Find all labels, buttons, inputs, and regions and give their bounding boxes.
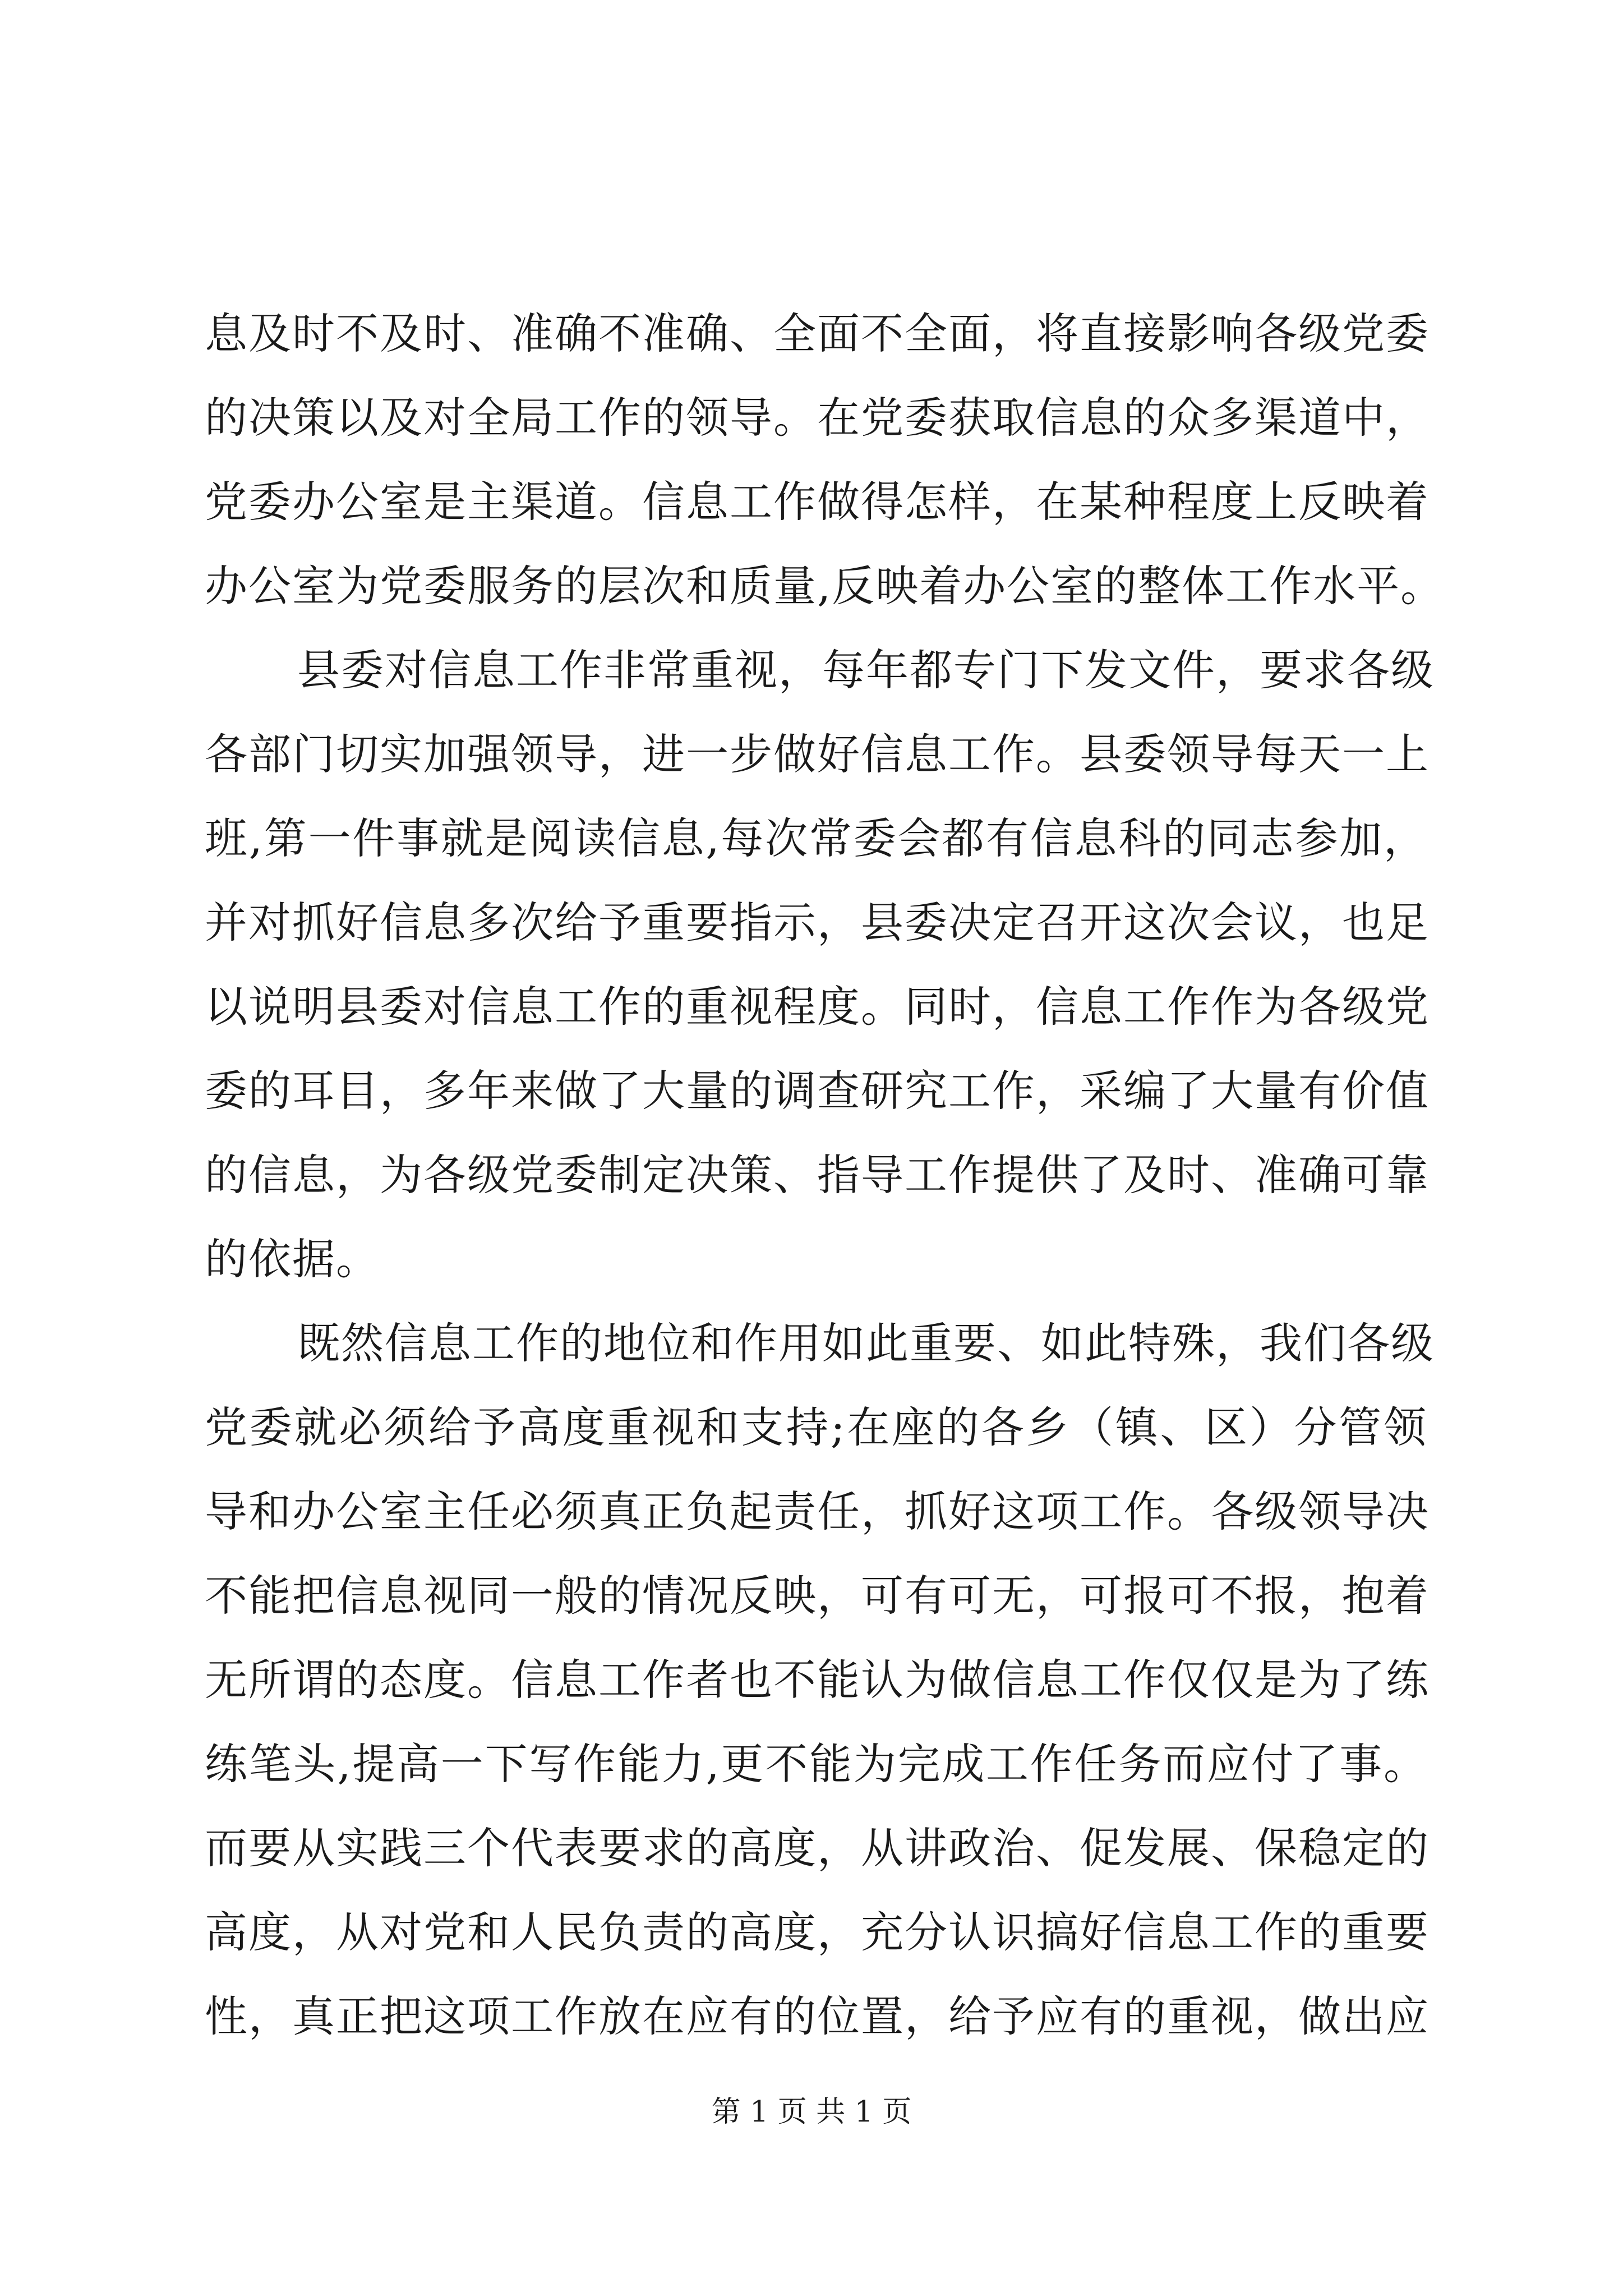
text-line: 的决策以及对全局工作的领导。在党委获取信息的众多渠道中， — [205, 393, 1430, 443]
text-line: 性，真正把这项工作放在应有的位置，给予应有的重视，做出应 — [205, 1991, 1430, 2041]
text-line: 不能把信息视同一般的情况反映，可有可无，可报可不报，抱着 — [205, 1571, 1430, 1621]
text-line: 高度，从对党和人民负责的高度，充分认识搞好信息工作的重要 — [205, 1907, 1430, 1957]
text-line: 以说明县委对信息工作的重视程度。同时，信息工作作为各级党 — [205, 982, 1430, 1032]
text-line: 委的耳目，多年来做了大量的调查研究工作，采编了大量有价值 — [205, 1066, 1430, 1116]
text-line: 练笔头,提高一下写作能力,更不能为完成工作任务而应付了事。 — [205, 1739, 1427, 1789]
text-line: 各部门切实加强领导，进一步做好信息工作。县委领导每天一上 — [205, 729, 1430, 779]
text-line: 的依据。 — [205, 1234, 380, 1284]
text-line: 党委办公室是主渠道。信息工作做得怎样，在某种程度上反映着 — [205, 477, 1430, 527]
text-line: 无所谓的态度。信息工作者也不能认为做信息工作仅仅是为了练 — [205, 1655, 1430, 1705]
page-number-footer: 第 1 页 共 1 页 — [711, 2095, 912, 2129]
text-line: 班,第一件事就是阅读信息,每次常委会都有信息科的同志参加， — [205, 813, 1427, 863]
text-line: 办公室为党委服务的层次和质量,反映着办公室的整体工作水平。 — [205, 561, 1445, 611]
text-line: 息及时不及时、准确不准确、全面不全面，将直接影响各级党委 — [205, 309, 1430, 358]
text-line: 的信息，为各级党委制定决策、指导工作提供了及时、准确可靠 — [205, 1150, 1430, 1200]
text-line: 而要从实践三个代表要求的高度，从讲政治、促发展、保稳定的 — [205, 1823, 1430, 1873]
paragraph-first-line: 县委对信息工作非常重视，每年都专门下发文件，要求各级 — [297, 645, 1435, 695]
text-line: 并对抓好信息多次给予重要指示，县委决定召开这次会议，也足 — [205, 898, 1430, 947]
paragraph-first-line: 既然信息工作的地位和作用如此重要、如此特殊，我们各级 — [297, 1318, 1435, 1368]
text-line: 导和办公室主任必须真正负起责任，抓好这项工作。各级领导决 — [205, 1487, 1430, 1536]
text-line: 党委就必须给予高度重视和支持;在座的各乡（镇、区）分管领 — [205, 1402, 1427, 1452]
